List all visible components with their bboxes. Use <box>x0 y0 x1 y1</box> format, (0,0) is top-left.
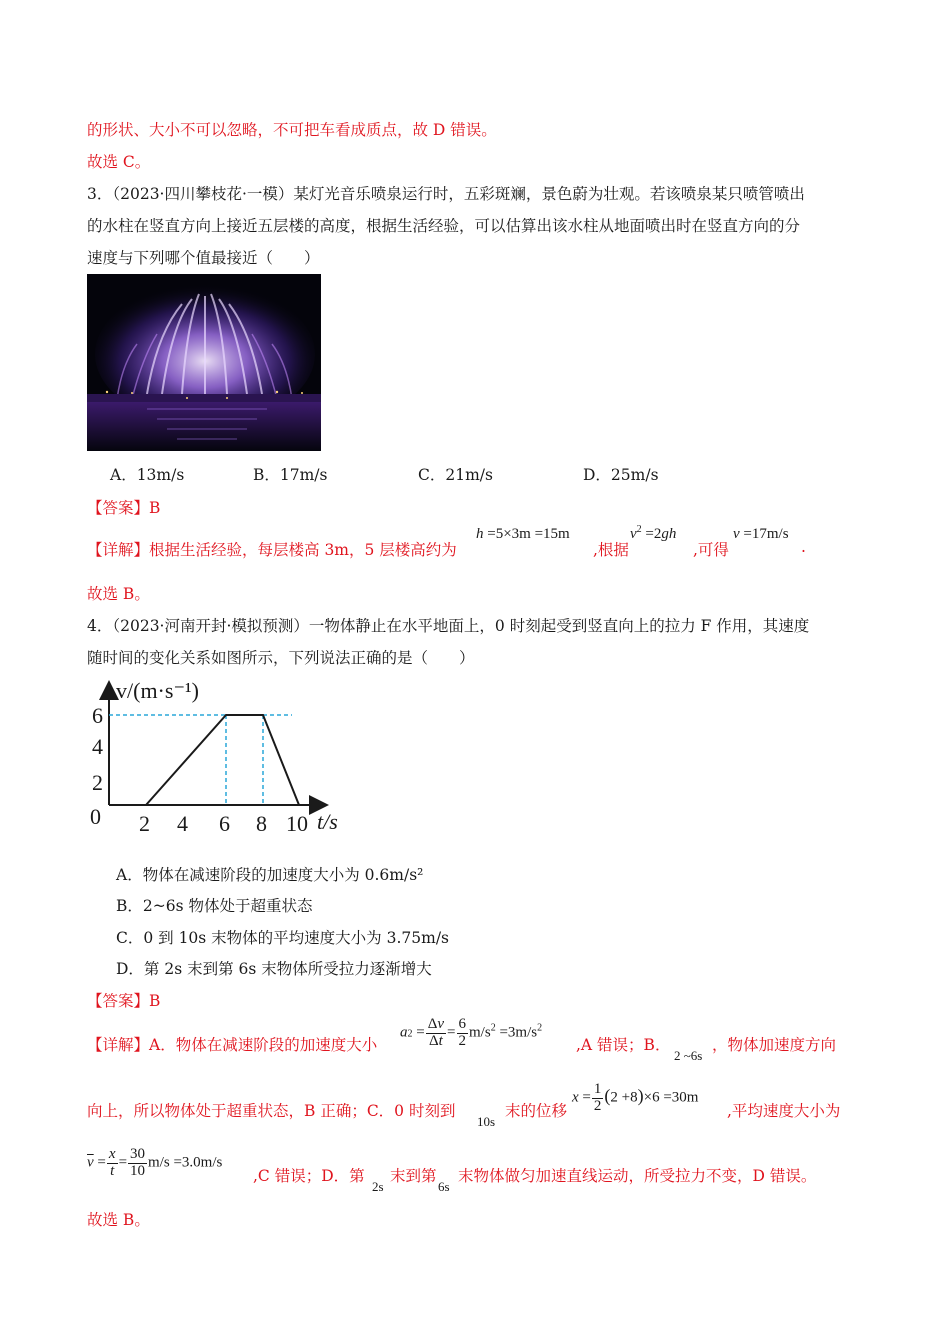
q4-option-b: B．2~6s 物体处于超重状态 <box>116 897 313 915</box>
x-tick-6: 6 <box>219 811 230 836</box>
q4-option-a: A．物体在减速阶段的加速度大小为 0.6m/s² <box>116 866 424 884</box>
x-tick-10: 10 <box>286 811 308 836</box>
q3-detail-text1: 根据生活经验，每层楼高 3m，5 层楼高约为 <box>149 541 457 559</box>
q3-option-b: B．17m/s <box>253 466 328 484</box>
q4-formula-x: x = $\frac{1}{2}$ (2 +8)×6 =30m <box>572 1081 699 1114</box>
q3-formula-v2: $v^2 =2gh$ <box>630 524 677 542</box>
q4-detail-d3c: 末到第 <box>390 1167 437 1185</box>
q4-detail-line1 <box>87 1033 377 1055</box>
y-tick-6: 6 <box>92 703 103 728</box>
q3-answer: 【答案】B <box>87 499 161 517</box>
q4-detail-d1d: ，物体加速度方向 <box>712 1036 837 1054</box>
q4-formula-a2: a2 = $\frac{\Delta v}{\Delta t}$ = $\frac{6}{2}$ $m/s^2 =3m/s^2$ <box>400 1016 543 1049</box>
q4-conclusion: 故选 B。 <box>87 1211 150 1229</box>
q4-detail-d3a: ,C 错误；D．第 <box>253 1167 365 1185</box>
vt-graph <box>80 672 360 842</box>
x-axis-label: t/s <box>317 809 338 834</box>
q4-detail-d3b: 2s <box>372 1179 384 1194</box>
q4-detail-d2a: 向上，所以物体处于超重状态，B 正确；C．0 时刻到 <box>87 1102 456 1120</box>
q4-detail-d3e: 末物体做匀加速直线运动，所受拉力不变，D 错误。 <box>458 1167 817 1185</box>
q3-formula-v: v =17m/s <box>733 526 789 542</box>
velocity-line <box>146 715 299 805</box>
q3-detail-label: 【详解】 <box>87 541 150 559</box>
q4-option-c: C．0 到 10s 末物体的平均速度大小为 3.75m/s <box>116 929 449 947</box>
q3-detail-end: . <box>801 538 806 556</box>
q4-detail-d1b: ,A 错误；B． <box>576 1036 671 1054</box>
y-tick-2: 2 <box>92 770 103 795</box>
q3-detail-text3: ,可得 <box>693 541 729 559</box>
q3-option-d: D．25m/s <box>583 466 659 484</box>
q4-detail-d1a: A．物体在减速阶段的加速度大小 <box>149 1036 378 1054</box>
q3-stem-line2: 的水柱在竖直方向上接近五层楼的高度，根据生活经验，可以估算出该水柱从地面喷出时在竖直方向的分 <box>87 217 801 235</box>
q4-detail-d2c: 末的位移 <box>505 1102 568 1120</box>
q4-detail-d3d: 6s <box>438 1179 450 1194</box>
q4-answer: 【答案】B <box>87 992 161 1010</box>
q4-option-d: D．第 2s 末到第 6s 末物体所受拉力逐渐增大 <box>116 960 432 978</box>
q4-formula-vbar: $\overline{v}$ = $\frac{x}{t}$ = $\frac{30}{10}$ m/s =3.0m/s <box>87 1146 223 1179</box>
prev-answer-tail: 的形状、大小不可以忽略，不可把车看成质点，故 D 错误。 <box>87 121 497 139</box>
y-axis-label: v/(m·s⁻¹) <box>116 678 199 703</box>
q3-conclusion: 故选 B。 <box>87 585 150 603</box>
q4-detail-d1c: 2 ~6s <box>674 1048 703 1063</box>
prev-conclusion: 故选 C。 <box>87 153 151 171</box>
q4-detail-d2d: ,平均速度大小为 <box>727 1102 841 1120</box>
origin-label: 0 <box>90 804 101 829</box>
q4-detail-label: 【详解】 <box>87 1036 150 1054</box>
q3-detail-line <box>87 538 457 560</box>
fountain-photo <box>87 274 321 451</box>
q3-detail-text2: ,根据 <box>593 541 629 559</box>
x-tick-8: 8 <box>256 811 267 836</box>
q4-stem-line2: 随时间的变化关系如图所示，下列说法正确的是（ ） <box>87 649 475 667</box>
q3-formula-h: h =5×3m =15m <box>476 526 570 542</box>
q3-option-a: A．13m/s <box>110 466 185 484</box>
q3-stem-line3: 速度与下列哪个值最接近（ ） <box>87 249 320 267</box>
q3-stem-line1: 3．（2023·四川攀枝花·一模）某灯光音乐喷泉运行时，五彩斑斓，景色蔚为壮观。若该喷泉某只喷管喷出 <box>87 185 805 203</box>
q3-option-c: C．21m/s <box>418 466 493 484</box>
q4-stem-line1: 4．（2023·河南开封·模拟预测）一物体静止在水平地面上，0 时刻起受到竖直向上的拉力 F 作用，其速度 <box>87 617 810 635</box>
y-tick-4: 4 <box>92 734 103 759</box>
x-tick-4: 4 <box>177 811 188 836</box>
x-tick-2: 2 <box>139 811 150 836</box>
fountain-image-art <box>87 274 321 451</box>
q4-detail-d2b: 10s <box>477 1114 496 1129</box>
